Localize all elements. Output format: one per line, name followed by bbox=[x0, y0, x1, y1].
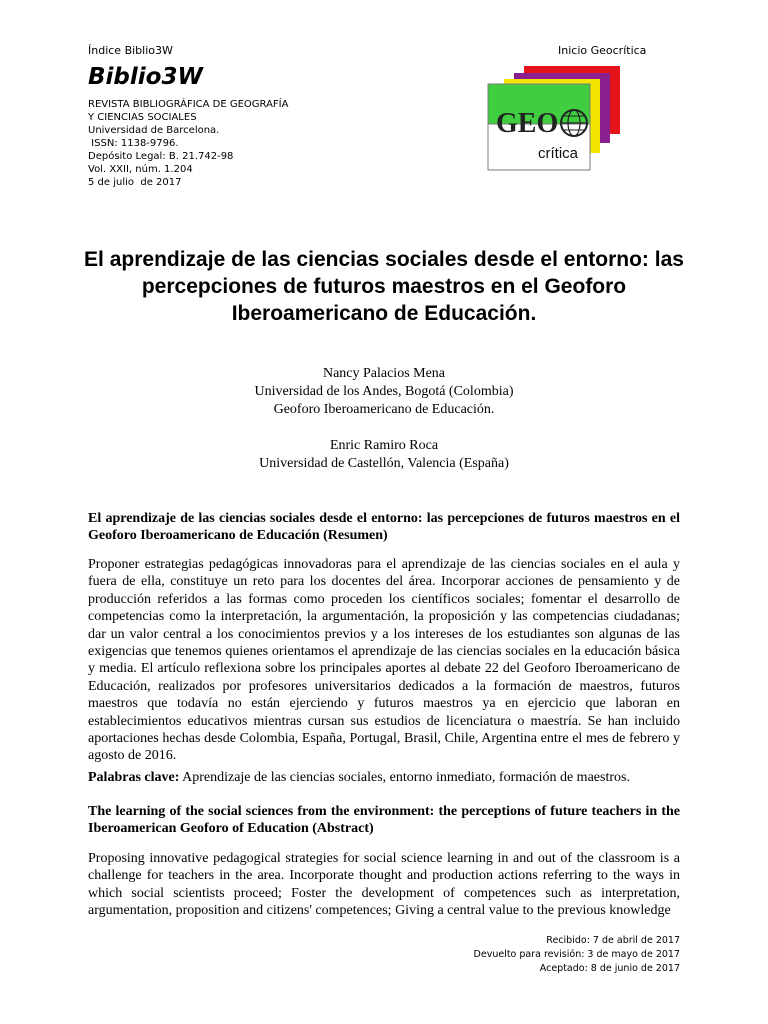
submission-dates bbox=[474, 934, 680, 976]
author-affiliation: Universidad de los Andes, Bogotá (Colombia) bbox=[254, 384, 514, 399]
keywords bbox=[88, 769, 680, 786]
article-title: El aprendizaje de las ciencias sociales desde el entorno: las percepciones de futuros maestros en el Geoforo Iberoamericano de Educación. bbox=[84, 248, 684, 325]
journal-name-line2: Y CIENCIAS SOCIALES bbox=[88, 112, 197, 123]
returned-date: Devuelto para revisión: 3 de mayo de 2017 bbox=[473, 949, 680, 960]
author-affiliation-secondary: Geoforo Iberoamericano de Educación. bbox=[273, 402, 495, 417]
geocritica-logo[interactable] bbox=[486, 66, 622, 172]
journal-metadata bbox=[88, 98, 288, 189]
journal-name-line1: REVISTA BIBLIOGRÁFICA DE GEOGRAFÍA bbox=[88, 99, 289, 110]
resumen-paragraph: Proponer estrategias pedagógicas innovadoras para el aprendizaje de las ciencias sociales en el aula y fuera de ella, constituye un reto para los docentes del área. Incorporar acciones de pensamiento y de producción referidos a las formas como proceden los científicos sociales; fomentar el desarrollo de competencias como la interpretación, la argumentación, la proposición y las competencias ciudadanas; dar un valor central a los conocimientos previos y a los intereses de los estudiantes son algunas de las exigencias que tenemos quienes orientamos el aprendizaje de las ciencias sociales en la educación básica y media. El artículo reflexiona sobre los principales aportes al debate 22 del Geoforo Iberoamericano de Educación, realizados por profesores universitarios dedicados a la formación de maestros, futuros maestros que todavía no están ejerciendo y futuros maestros ya en ejercicio que laboran en establecimientos educativos mientras cursan sus estudios de licenciatura o maestría. Se han incluido aportaciones hechas desde Colombia, España, Portugal, Brasil, Chile, Argentina entre el mes de febrero y agosto de 2016. bbox=[88, 557, 680, 764]
author-block-1 bbox=[80, 365, 688, 419]
abstract-heading: The learning of the social sciences from the environment: the perceptions of future teachers in the Iberoamerican Geoforo of Education (Abstract) bbox=[88, 804, 680, 837]
geocritica-home-link[interactable]: Inicio Geocrítica bbox=[558, 44, 647, 57]
index-biblio3w-link[interactable]: Índice Biblio3W bbox=[88, 44, 173, 57]
publication-date: 5 de julio de 2017 bbox=[88, 177, 182, 188]
author-affiliation: Universidad de Castellón, Valencia (España) bbox=[259, 456, 509, 471]
received-date: Recibido: 7 de abril de 2017 bbox=[546, 935, 680, 946]
keywords-label: Palabras clave: bbox=[88, 770, 180, 785]
issn: ISSN: 1138-9796. bbox=[88, 138, 179, 149]
volume-number: Vol. XXII, núm. 1.204 bbox=[88, 164, 193, 175]
journal-brand: Biblio3W bbox=[88, 64, 203, 90]
author-name: Nancy Palacios Mena bbox=[322, 366, 446, 381]
accepted-date: Aceptado: 8 de junio de 2017 bbox=[539, 963, 680, 974]
logo-critica-word: crítica bbox=[538, 145, 579, 162]
author-name: Enric Ramiro Roca bbox=[329, 438, 439, 453]
university: Universidad de Barcelona. bbox=[88, 125, 220, 136]
keywords-text: Aprendizaje de las ciencias sociales, entorno inmediato, formación de maestros. bbox=[179, 770, 630, 785]
abstract-paragraph: Proposing innovative pedagogical strategies for social science learning in and out of the classroom is a challenge for teachers in the area. Incorporate thought and production actions referring to the ways in which social scientists proceed; Foster the development of competences such as interpretation, argumentation, proposition and citizens' competences; Giving a central value to the previous knowledge bbox=[88, 851, 680, 919]
author-block-2 bbox=[80, 437, 688, 473]
deposito-legal: Depósito Legal: B. 21.742-98 bbox=[88, 151, 234, 162]
resumen-heading: El aprendizaje de las ciencias sociales desde el entorno: las percepciones de futuros maestros en el Geoforo Iberoamericano de Educación (Resumen) bbox=[88, 511, 680, 544]
logo-geo-word: GEO bbox=[496, 108, 559, 139]
